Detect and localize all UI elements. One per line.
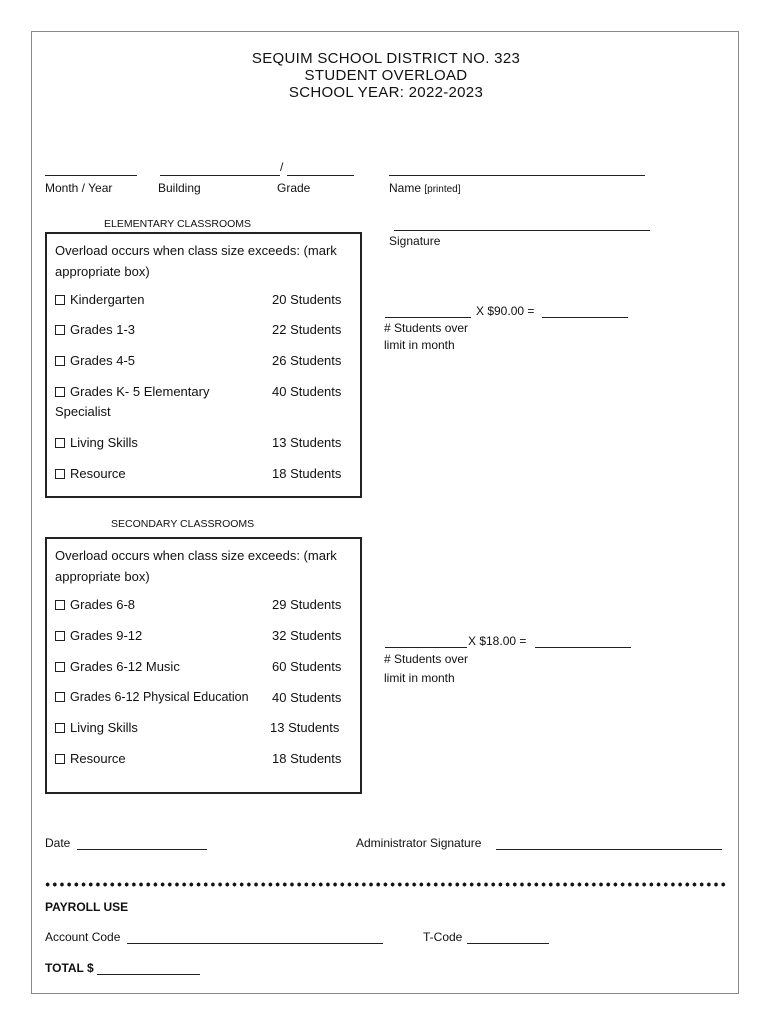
row-label: Grades 6-12 Music bbox=[70, 659, 180, 674]
row-label: Grades 4-5 bbox=[70, 353, 136, 368]
elementary-rate: X $90.00 = bbox=[476, 304, 535, 318]
checkbox[interactable] bbox=[55, 325, 65, 335]
district-title: SEQUIM SCHOOL DISTRICT NO. 323 bbox=[251, 50, 521, 67]
signature-line[interactable] bbox=[394, 230, 650, 231]
row-limit: 60 Students bbox=[272, 659, 342, 674]
payroll-separator bbox=[44, 882, 728, 887]
secondary-row[interactable] bbox=[55, 597, 135, 612]
account-code-line[interactable] bbox=[127, 943, 383, 944]
account-code-label: Account Code bbox=[45, 930, 121, 944]
row-label: Living Skills bbox=[70, 720, 138, 735]
checkbox[interactable] bbox=[55, 356, 65, 366]
elementary-total-line[interactable] bbox=[542, 317, 628, 318]
row-limit: 26 Students bbox=[272, 353, 342, 368]
row-limit: 20 Students bbox=[272, 292, 342, 307]
signature-label: Signature bbox=[389, 234, 441, 248]
grade-line[interactable] bbox=[287, 175, 354, 176]
checkbox[interactable] bbox=[55, 723, 65, 733]
row-label: Living Skills bbox=[70, 435, 138, 450]
elementary-row[interactable] bbox=[55, 292, 144, 307]
checkbox[interactable] bbox=[55, 662, 65, 672]
row-limit: 29 Students bbox=[272, 597, 342, 612]
secondary-rate: X $18.00 = bbox=[468, 634, 527, 648]
secondary-row[interactable] bbox=[55, 720, 138, 735]
secondary-row[interactable] bbox=[55, 659, 180, 674]
elementary-heading: ELEMENTARY CLASSROOMS bbox=[104, 218, 252, 230]
admin-signature-line[interactable] bbox=[496, 849, 722, 850]
total-line[interactable] bbox=[97, 974, 200, 975]
row-label: Resource bbox=[70, 466, 126, 481]
checkbox[interactable] bbox=[55, 295, 65, 305]
elementary-row[interactable] bbox=[55, 322, 135, 337]
secondary-total-line[interactable] bbox=[535, 647, 631, 648]
secondary-row[interactable] bbox=[55, 751, 126, 766]
secondary-note-1: # Students over bbox=[384, 652, 469, 666]
row-label: Grades 6-8 bbox=[70, 597, 136, 612]
school-year: SCHOOL YEAR: 2022-2023 bbox=[288, 84, 484, 101]
form-page bbox=[31, 31, 739, 994]
checkbox[interactable] bbox=[55, 692, 65, 702]
row-limit: 40 Students bbox=[272, 690, 342, 705]
secondary-row[interactable] bbox=[55, 690, 249, 704]
row-limit: 18 Students bbox=[272, 466, 342, 481]
checkbox[interactable] bbox=[55, 438, 65, 448]
date-label: Date bbox=[45, 836, 71, 850]
month-year-label: Month / Year bbox=[45, 181, 113, 195]
secondary-box bbox=[45, 537, 362, 794]
name-line[interactable] bbox=[389, 175, 645, 176]
admin-signature-label: Administrator Signature bbox=[356, 836, 482, 850]
checkbox[interactable] bbox=[55, 469, 65, 479]
elementary-intro: Overload occurs when class size exceeds: (mark appropriate box) bbox=[55, 243, 337, 279]
checkbox[interactable] bbox=[55, 600, 65, 610]
name-label bbox=[389, 181, 461, 195]
row-limit: 18 Students bbox=[272, 751, 342, 766]
secondary-count-line[interactable] bbox=[385, 647, 467, 648]
secondary-row[interactable] bbox=[55, 628, 142, 643]
row-limit: 40 Students bbox=[272, 384, 342, 399]
payroll-label: PAYROLL USE bbox=[45, 900, 129, 914]
elementary-row[interactable] bbox=[55, 384, 209, 399]
form-title: STUDENT OVERLOAD bbox=[304, 67, 468, 84]
checkbox[interactable] bbox=[55, 387, 65, 397]
row-label: Resource bbox=[70, 751, 126, 766]
elementary-note-1: # Students over bbox=[384, 321, 469, 335]
elementary-row[interactable] bbox=[55, 466, 126, 481]
elementary-note-2: limit in month bbox=[384, 338, 455, 352]
building-line[interactable] bbox=[160, 175, 280, 176]
row-label: Grades 1-3 bbox=[70, 322, 136, 337]
tcode-label: T-Code bbox=[423, 930, 463, 944]
checkbox[interactable] bbox=[55, 631, 65, 641]
row-limit: 13 Students bbox=[272, 435, 342, 450]
elementary-row[interactable] bbox=[55, 353, 135, 368]
checkbox[interactable] bbox=[55, 754, 65, 764]
elementary-count-line[interactable] bbox=[385, 317, 471, 318]
date-line[interactable] bbox=[77, 849, 207, 850]
row-label: Kindergarten bbox=[70, 292, 145, 307]
row-label: Grades 9-12 bbox=[70, 628, 143, 643]
building-label: Building bbox=[158, 181, 201, 195]
month-year-line[interactable] bbox=[45, 175, 137, 176]
total-label: TOTAL $ bbox=[45, 961, 94, 975]
tcode-line[interactable] bbox=[467, 943, 549, 944]
row-label: Grades 6-12 Physical Education bbox=[70, 690, 249, 704]
name-label-text: Name bbox=[389, 181, 422, 195]
elementary-box bbox=[45, 232, 362, 498]
secondary-note-2: limit in month bbox=[384, 671, 455, 685]
elementary-row[interactable] bbox=[55, 435, 138, 450]
name-hint: [printed] bbox=[424, 184, 461, 195]
slash: / bbox=[280, 160, 284, 174]
row-limit: 22 Students bbox=[272, 322, 342, 337]
grade-label: Grade bbox=[277, 181, 311, 195]
row-limit: 13 Students bbox=[270, 720, 340, 735]
secondary-intro: Overload occurs when class size exceeds: (mark appropriate box) bbox=[55, 548, 337, 584]
row-limit: 32 Students bbox=[272, 628, 342, 643]
secondary-heading: SECONDARY CLASSROOMS bbox=[111, 518, 255, 530]
row-label-continued: Specialist bbox=[55, 404, 111, 419]
row-label: Grades K- 5 Elementary bbox=[70, 384, 210, 399]
